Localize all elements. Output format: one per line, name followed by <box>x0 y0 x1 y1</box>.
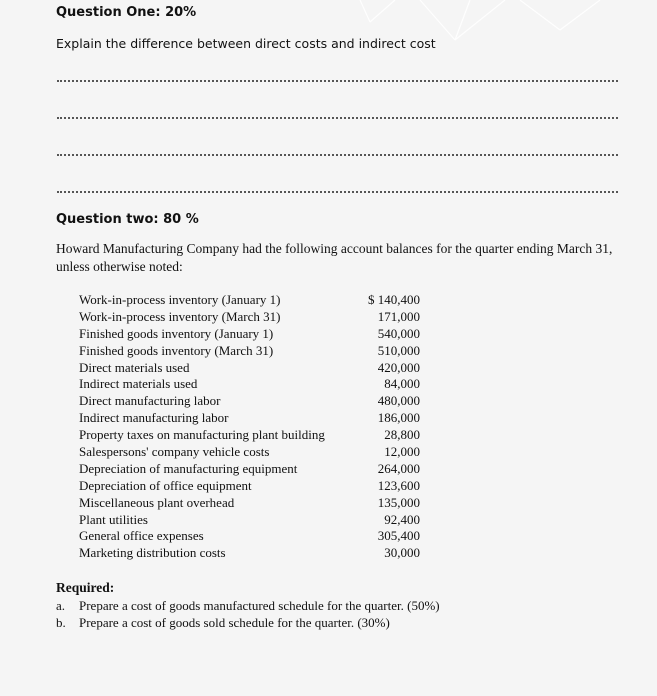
table-row <box>79 409 424 426</box>
account-label: Direct manufacturing labor <box>79 393 221 409</box>
list-item <box>56 597 440 614</box>
account-label: Depreciation of manufacturing equipment <box>79 460 298 476</box>
account-label: Work-in-process inventory (January 1) <box>79 292 281 307</box>
account-label: Finished goods inventory (January 1) <box>79 325 274 341</box>
table-row <box>79 325 424 342</box>
answer-line-4 <box>57 191 618 193</box>
account-label: Salespersons' company vehicle costs <box>79 444 270 460</box>
account-label: Property taxes on manufacturing plant building <box>79 427 325 443</box>
account-label: Indirect manufacturing labor <box>79 410 229 426</box>
table-row <box>79 291 424 308</box>
account-amount: 540,000 <box>377 325 420 341</box>
list-item-letter: a. <box>56 598 66 613</box>
account-amount: $ 140,400 <box>368 292 420 307</box>
account-amount: 264,000 <box>377 460 420 476</box>
list-item-text: Prepare a cost of goods manufactured schedule for the quarter. (50%) <box>79 598 440 613</box>
account-amount: 420,000 <box>377 359 420 375</box>
account-amount: 30,000 <box>384 545 420 561</box>
required-heading: Required: <box>56 580 115 595</box>
account-label: Work-in-process inventory (March 31) <box>79 308 281 324</box>
table-row <box>79 443 424 460</box>
account-amount: 186,000 <box>377 410 420 426</box>
list-item-letter: b. <box>56 615 66 630</box>
answer-line-3 <box>57 154 618 156</box>
account-amount: 305,400 <box>377 528 420 544</box>
table-row <box>79 392 424 409</box>
table-row <box>79 477 424 494</box>
account-amount: 12,000 <box>384 444 420 460</box>
question-one-prompt: Explain the difference between direct costs and indirect cost <box>56 36 436 51</box>
account-label: General office expenses <box>79 528 204 544</box>
table-row <box>79 375 424 392</box>
account-label: Marketing distribution costs <box>79 545 226 561</box>
account-label: Direct materials used <box>79 359 190 375</box>
account-label: Finished goods inventory (March 31) <box>79 342 274 358</box>
answer-line-2 <box>57 117 618 119</box>
table-row <box>79 308 424 325</box>
table-row <box>79 426 424 443</box>
account-amount: 480,000 <box>377 393 420 409</box>
account-amount: 123,600 <box>377 477 420 493</box>
table-row <box>79 527 424 544</box>
table-row <box>79 359 424 376</box>
account-label: Miscellaneous plant overhead <box>79 494 235 510</box>
account-amount: 92,400 <box>384 511 420 527</box>
account-label: Depreciation of office equipment <box>79 477 252 493</box>
account-amount: 135,000 <box>377 494 420 510</box>
account-balances-table <box>79 291 424 561</box>
account-amount: 84,000 <box>384 376 420 392</box>
table-row <box>79 494 424 511</box>
table-row <box>79 460 424 477</box>
table-row <box>79 342 424 359</box>
account-label: Plant utilities <box>79 511 148 527</box>
list-item-text: Prepare a cost of goods sold schedule for the quarter. (30%) <box>79 615 390 630</box>
table-row <box>79 511 424 528</box>
question-one-title: Question One: 20% <box>56 5 197 20</box>
account-label: Indirect materials used <box>79 376 198 392</box>
question-two-title: Question two: 80 % <box>56 212 199 227</box>
answer-line-1 <box>57 80 618 82</box>
account-amount: 171,000 <box>377 308 420 324</box>
account-amount: 510,000 <box>377 342 420 358</box>
question-two-intro: Howard Manufacturing Company had the following account balances for the quarter ending March 31, unless otherwise noted: <box>56 241 613 274</box>
table-row <box>79 544 424 561</box>
list-item <box>56 614 440 631</box>
account-amount: 28,800 <box>384 427 420 443</box>
required-list <box>56 597 440 631</box>
